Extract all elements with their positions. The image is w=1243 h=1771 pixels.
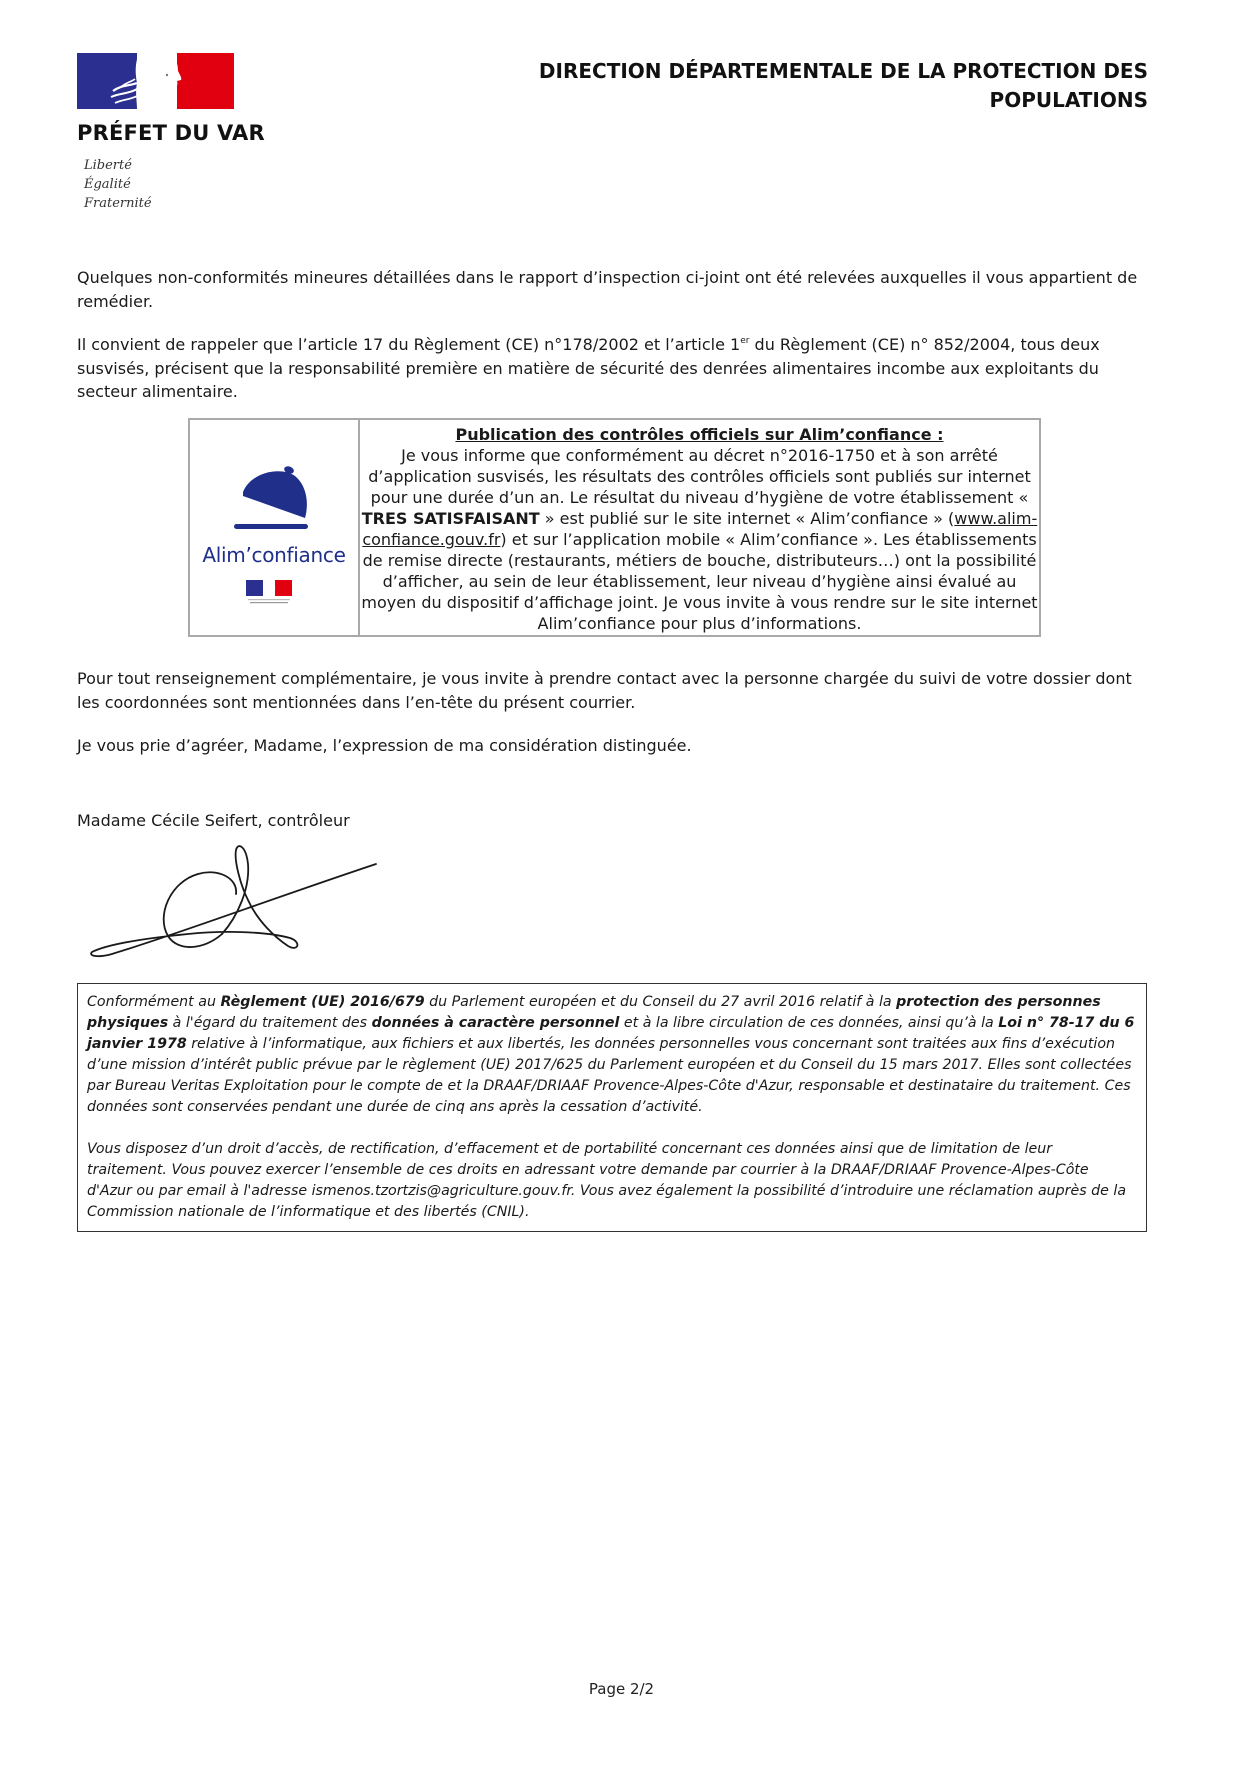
gdpr-emphasis: Loi n° 78-17 du 6 janvier 1978 <box>87 1015 1135 1052</box>
gdpr-paragraph-2: Vous disposez d’un droit d’accès, de rectification, d’effacement et de portabilité concernant ces données ainsi que de limitation de leur traitement. Vous pouvez exercer l’ensemble de ces droits en adressant votre demande par courrier à la DRAAF/DRIAAF Provence-Alpes-Côte d'Azur ou par email à l'adresse ismenos.tzortzis@agriculture.gouv.fr. Vous avez également la possibilité d’introduire une réclamation auprès de la Commission nationale de l’informatique et des libertés (CNIL). <box>87 1141 1127 1220</box>
gdpr-notice-box <box>77 983 1147 1232</box>
direction-line-1: DIRECTION DÉPARTEMENTALE DE LA PROTECTION DES <box>538 59 1148 83</box>
motto-fraternite: Fraternité <box>84 196 152 211</box>
alim-confiance-wordmark: Alim’confiance <box>202 543 346 567</box>
paragraph-non-conformities: Quelques non-conformités mineures détaillées dans le rapport d’inspection ci-joint ont été relevées auxquelles il vous appartient de remédier. <box>77 268 1138 311</box>
gdpr-text: et à la libre circulation de ces données, ainsi qu’à la <box>619 1015 999 1031</box>
paragraph-regulations-text-2: du Règlement (CE) n° 852/2004, tous deux susvisés, précisent que la responsabilité première en matière de sécurité des denrées alimentaires incombe aux exploitants du secteur alimentaire. <box>77 335 1100 401</box>
direction-line-2: POPULATIONS <box>989 88 1148 112</box>
alim-confiance-box <box>188 418 1041 637</box>
alim-confiance-logo <box>190 420 360 635</box>
republique-francaise-mini-logo <box>246 580 292 606</box>
hygiene-rating: TRES SATISFAISANT <box>361 509 540 528</box>
gdpr-text: Conformément au <box>87 994 221 1010</box>
alim-text-3: ) et sur l’application mobile « Alim’confiance ». Les établissements de remise directe (restaurants, métiers de bouche, distributeurs…) ont la possibilité d’afficher, au sein de leur établissement, leur niveau d’hygiène ainsi évalué au moyen du dispositif d’affichage joint. Je vous invite à vous rendre sur le site internet Alim’confiance pour plus d’informations. <box>361 530 1038 633</box>
paragraph-regulations-text-1: Il convient de rappeler que l’article 17 du Règlement (CE) n°178/2002 et l’article 1 <box>77 335 741 354</box>
paragraph-regulations <box>77 333 1152 404</box>
paragraph-closing: Je vous prie d’agréer, Madame, l’expression de ma considération distinguée. <box>77 736 692 755</box>
alim-confiance-body <box>360 445 1039 634</box>
issuing-direction <box>448 57 1148 115</box>
alim-confiance-link[interactable]: www.alim-confiance.gouv.fr <box>362 509 1038 549</box>
gdpr-emphasis: Règlement (UE) 2016/679 <box>220 994 425 1010</box>
handwritten-signature <box>88 838 378 958</box>
paragraph-contact: Pour tout renseignement complémentaire, je vous invite à prendre contact avec la personne chargée du suivi de votre dossier dont les coordonnées sont mentionnées dans l’en-tête du présent courrier. <box>77 669 1132 712</box>
prefet-title: PRÉFET DU VAR <box>77 121 265 145</box>
gdpr-emphasis: protection des personnes physiques <box>87 994 1101 1031</box>
gdpr-text: à l'égard du traitement des <box>168 1015 372 1031</box>
signer-name: Madame Cécile Seifert, contrôleur <box>77 811 350 830</box>
cloche-icon <box>231 460 319 534</box>
alim-text-2: » est publié sur le site internet « Alim’confiance » ( <box>539 509 955 528</box>
motto-egalite: Égalité <box>84 177 131 192</box>
alim-confiance-title: Publication des contrôles officiels sur Alim’confiance : <box>455 425 944 444</box>
page-number: Page 2/2 <box>588 1680 655 1698</box>
motto-liberte: Liberté <box>84 158 132 173</box>
gdpr-text: relative à l’informatique, aux fichiers et aux libertés, les données personnelles vous concernant sont traitées aux fins d’exécution d’une mission d’intérêt public prévue par le règlement (UE) 2017/625 du Parlement européen et du Conseil du 15 mars 2017. Elles sont collectées par Bureau Veritas Exploitation pour le compte de et la DRAAF/DRIAAF Provence-Alpes-Côte d'Azur, responsable et destinataire du traitement. Ces données sont conservées pendant une durée de cinq ans après la cessation d’activité. <box>87 1036 1132 1115</box>
superscript-er: er <box>740 336 750 346</box>
alim-text-1: Je vous informe que conformément au décret n°2016-1750 et à son arrêté d’application susvisés, les résultats des contrôles officiels sont publiés sur internet pour une durée d’un an. Le résultat du niveau d’hygiène de votre établissement « <box>368 446 1031 507</box>
alim-confiance-notice <box>360 420 1039 635</box>
gdpr-paragraph-1 <box>87 992 1136 1118</box>
marianne-logo <box>77 53 234 109</box>
gdpr-text: du Parlement européen et du Conseil du 27 avril 2016 relatif à la <box>424 994 897 1010</box>
republic-motto <box>84 156 152 213</box>
gdpr-emphasis: données à caractère personnel <box>371 1015 620 1031</box>
